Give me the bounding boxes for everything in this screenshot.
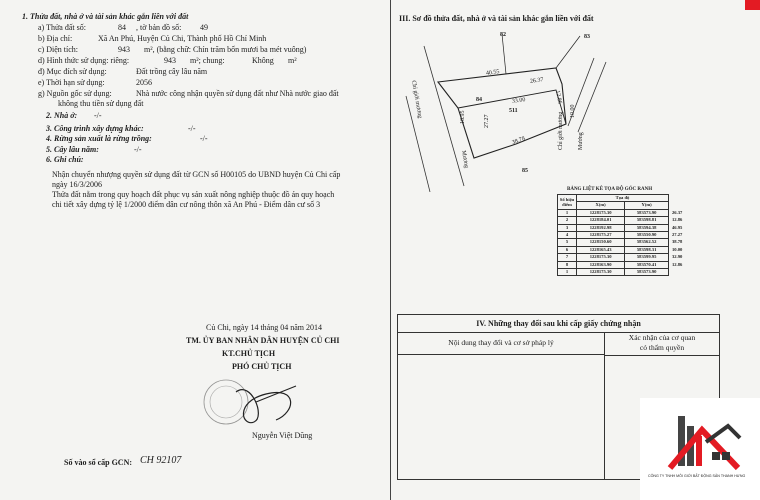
perennial-label: 5. Cây lâu năm: [46, 145, 99, 154]
changes-col-confirm-line1: Xác nhận của cơ quan [628, 333, 696, 342]
dist-label-4: 33.00 [511, 97, 526, 105]
coord-x: 1228175.27 [577, 232, 625, 239]
coord-point: 6 [558, 246, 577, 253]
coord-table-body [558, 209, 688, 276]
coord-distance: 10.00 [672, 246, 683, 252]
origin-label: g) Nguồn gốc sử dụng: [38, 89, 112, 98]
address-label: b) Địa chỉ: [38, 34, 73, 43]
plot-label-84: 84 [476, 97, 482, 103]
changes-col-content: Nội dung thay đổi và cơ sở pháp lý [398, 332, 605, 355]
coord-distance: 26.37 [672, 209, 683, 215]
coord-x: 1228175.30 [577, 269, 625, 276]
coord-y: 583598.31 [625, 246, 669, 253]
area-unit: m², (bằng chữ: Chín trăm bốn mươi ba mét vuông) [144, 45, 307, 54]
coord-x: 1228163.90 [577, 261, 625, 268]
coord-header-coords: Tọa độ [577, 195, 669, 202]
issue-date: Củ Chi, ngày 14 tháng 04 năm 2014 [206, 323, 322, 332]
dist-label-7: 10.00 [570, 104, 576, 118]
address-value: Xã An Phú, Huyện Củ Chi, Thành phố Hồ Chí Minh [98, 34, 267, 43]
purpose-value: Đất trồng cây lâu năm [136, 67, 208, 76]
term-label: e) Thời hạn sử dụng: [38, 78, 105, 87]
road-label-2: Mương [460, 150, 470, 169]
coord-distance: 46.95 [672, 224, 683, 230]
coord-point: 4 [558, 232, 577, 239]
coord-row [558, 254, 688, 261]
logo-mark [640, 398, 760, 486]
plot-label-82: 82 [500, 32, 506, 38]
changes-title: IV. Những thay đổi sau khi cấp giấy chứng nhận [398, 315, 719, 333]
parcel-no-value: 84 [118, 23, 126, 32]
coord-y: 583598.81 [625, 217, 669, 224]
logo-text: CÔNG TY TNHH MÔI GIỚI BẤT ĐỘNG SẢN THANH HƯNG [648, 474, 746, 478]
changes-col-confirm [605, 332, 719, 356]
coord-point: 1 [558, 269, 577, 276]
coord-distance: 27.27 [672, 232, 683, 238]
origin-line-1: Nhà nước công nhận quyền sử dụng đất như Nhà nước giao đất [136, 89, 339, 98]
coord-row [558, 217, 688, 224]
coord-table [557, 194, 687, 276]
coord-y: 583550.90 [625, 232, 669, 239]
coord-distance [669, 269, 688, 276]
coord-distance: 38.78 [672, 239, 683, 245]
usage-form-label: d) Hình thức sử dụng: riêng: [38, 56, 130, 65]
coord-header-point: Số hiệu điểm [558, 195, 577, 210]
coord-row [558, 269, 688, 276]
coord-point: 8 [558, 261, 577, 268]
parcel-no-label: a) Thửa đất số: [38, 23, 86, 32]
changes-col-confirm-line2: có thẩm quyền [639, 343, 685, 352]
dist-label-2: 26.37 [529, 77, 544, 85]
coord-y: 583562.52 [625, 239, 669, 246]
coord-point: 1 [558, 209, 577, 216]
register-label: Số vào sổ cấp GCN: [64, 458, 133, 467]
usage-private-value: 943 [164, 56, 176, 65]
corner-mark [745, 0, 760, 10]
coord-row [558, 209, 688, 216]
coord-table-title: BẢNG LIỆT KÊ TỌA ĐỘ GÓC RANH [567, 187, 653, 192]
coord-x: 1228175.30 [577, 209, 625, 216]
coord-distance: 32.90 [672, 254, 683, 260]
coord-point: 5 [558, 239, 577, 246]
road-label-1: Chỉ giới mương [410, 80, 423, 119]
coord-y: 583599.95 [625, 254, 669, 261]
road-label-3: Chỉ giới mương [558, 111, 564, 150]
plot-label-511: 511 [509, 108, 518, 114]
origin-line-2: không thu tiền sử dụng đất [58, 99, 144, 108]
usage-unit: m²; chung: [190, 56, 225, 65]
section-1-header: 1. Thửa đất, nhà ở và tài sản khác gắn liền với đất [22, 12, 189, 21]
forest-label: 4. Rừng sản xuất là rừng trồng: [46, 134, 152, 143]
dist-label-8: 38.78 [511, 135, 527, 147]
coord-point: 7 [558, 254, 577, 261]
dist-label-5: 16.95 [460, 110, 466, 124]
register-number: CH 92107 [140, 455, 182, 466]
company-logo [640, 398, 760, 500]
coord-distance: 12.86 [672, 261, 683, 267]
for-chairman: KT.CHỦ TỊCH [222, 349, 276, 358]
coord-y: 583594.38 [625, 224, 669, 231]
note-line-4: chi tiết xây dựng tỷ lệ 1/2000 điểm dân cư nông thôn xã An Phú - Điểm dân cư số 3 [52, 200, 321, 209]
coord-row [558, 261, 688, 268]
signer-name: Nguyễn Việt Dũng [252, 431, 313, 440]
coord-row [558, 224, 688, 231]
note-line-3: Thửa đất nằm trong quy hoạch đất phục vụ sản xuất nông nghiệp thuộc đồ án quy hoạch [52, 190, 335, 199]
dist-label-3: 12.86 [554, 90, 563, 105]
coord-row [558, 232, 688, 239]
construction-value: -/- [188, 124, 196, 133]
plot-label-85: 85 [522, 168, 528, 174]
coord-y: 583573.90 [625, 209, 669, 216]
usage-unit-2: m² [288, 56, 297, 65]
map-sheet-value: 49 [200, 23, 208, 32]
coord-row [558, 239, 688, 246]
changes-divider [604, 354, 605, 479]
coord-x: 1228165.43 [577, 246, 625, 253]
seal-and-signature [196, 372, 316, 434]
dist-label-6: 27.27 [484, 114, 490, 128]
perennial-value: -/- [134, 145, 142, 154]
forest-value: -/- [200, 134, 208, 143]
area-label: c) Diện tích: [38, 45, 78, 54]
coord-x: 1228175.30 [577, 254, 625, 261]
section-3-header: III. Sơ đồ thửa đất, nhà ở và tài sản khác gắn liền với đất [399, 14, 594, 23]
coord-distance: 12.86 [672, 217, 683, 223]
construction-label: 3. Công trình xây dựng khác: [46, 124, 144, 133]
coord-header-y: Y(m) [625, 202, 669, 209]
vice-chairman: PHÓ CHỦ TỊCH [232, 362, 292, 371]
map-sheet-label: , tờ bản đồ số: [136, 23, 182, 32]
house-value: -/- [94, 111, 102, 120]
term-value: 2056 [136, 78, 152, 87]
note-line-2: ngày 16/3/2006 [52, 180, 102, 189]
coord-row [558, 246, 688, 253]
coord-y: 583570.41 [625, 261, 669, 268]
coord-x: 1228184.01 [577, 217, 625, 224]
house-label: 2. Nhà ở: [46, 111, 78, 120]
coord-header-dist [669, 195, 688, 210]
purpose-label: đ) Mục đích sử dụng: [38, 67, 107, 76]
coord-point: 2 [558, 217, 577, 224]
usage-shared-value: Không [252, 56, 274, 65]
plot-label-83: 83 [584, 34, 590, 40]
coord-header-x: X(m) [577, 202, 625, 209]
page-divider [390, 0, 391, 500]
committee-title: TM. ỦY BAN NHÂN DÂN HUYỆN CỦ CHI [186, 336, 340, 345]
area-value: 943 [118, 45, 130, 54]
coord-y: 583573.90 [625, 269, 669, 276]
notes-label: 6. Ghi chú: [46, 155, 84, 164]
dist-label-1: 40.55 [485, 69, 500, 77]
note-line-1: Nhận chuyển nhượng quyền sử dụng đất từ GCN số H00105 do UBND huyện Củ Chi cấp [52, 170, 341, 179]
coord-point: 3 [558, 224, 577, 231]
road-label-4: Mương [578, 132, 584, 150]
coord-x: 1228192.98 [577, 224, 625, 231]
coord-x: 1228150.60 [577, 239, 625, 246]
